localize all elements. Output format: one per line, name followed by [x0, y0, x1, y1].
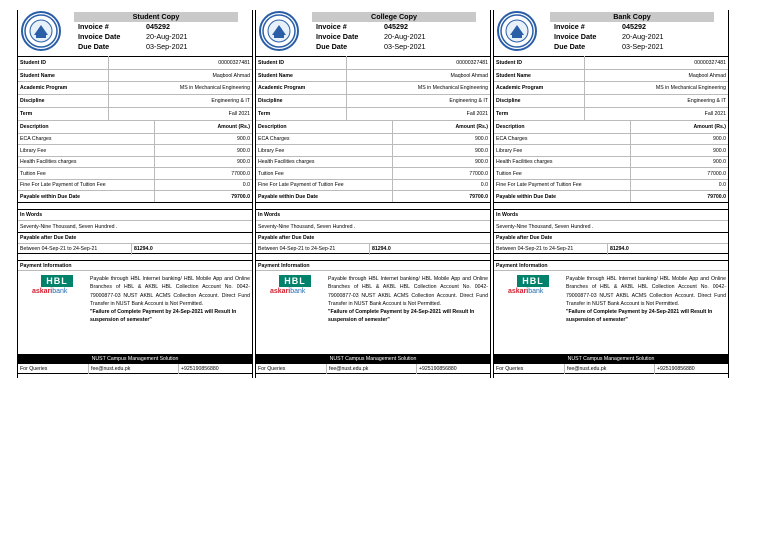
invoice-number-label: Invoice #	[316, 22, 347, 31]
amount-in-words	[18, 209, 252, 254]
invoice-number-row	[554, 22, 646, 32]
fee-amount: 0.0	[630, 179, 728, 191]
invoice-date: 20-Aug-2021	[622, 32, 664, 41]
challan-header	[494, 10, 728, 56]
table-row	[18, 69, 252, 82]
payment-warning: "Failure of Complete Payment by 24-Sep-2021 will Result In suspension of semester"	[328, 309, 475, 324]
student-id-label: Student ID	[494, 57, 584, 70]
after-due-row	[256, 243, 490, 254]
fee-amount: 900.0	[630, 133, 728, 145]
student-info-table	[494, 56, 728, 120]
challan-header	[256, 10, 490, 56]
fee-amount: 77000.0	[392, 168, 490, 180]
fee-description: Health Facilities charges	[256, 156, 392, 168]
table-row	[256, 57, 490, 70]
bank-logos	[508, 275, 558, 295]
due-date: 03-Sep-2021	[622, 42, 664, 51]
due-date: 03-Sep-2021	[146, 42, 188, 51]
in-words-label: In Words	[256, 209, 490, 220]
total-label: Payable within Due Date	[494, 191, 630, 203]
invoice-date: 20-Aug-2021	[146, 32, 188, 41]
amount-header: Amount (Rs.)	[392, 120, 490, 133]
after-due-amount: 81294.0	[131, 244, 153, 255]
table-row	[494, 156, 728, 168]
fee-amount: 77000.0	[630, 168, 728, 180]
student-name-label: Student Name	[256, 69, 346, 82]
program-label: Academic Program	[494, 82, 584, 95]
table-row	[18, 82, 252, 95]
fee-amount: 900.0	[154, 156, 252, 168]
bank-logos	[270, 275, 320, 295]
fee-description: Tuition Fee	[256, 168, 392, 180]
after-due-amount: 81294.0	[369, 244, 391, 255]
queries-phone: +925190856880	[654, 364, 695, 374]
student-id-value: 00000327481	[108, 57, 252, 70]
total-label: Payable within Due Date	[18, 191, 154, 203]
invoice-date-label: Invoice Date	[316, 32, 359, 41]
table-row	[494, 107, 728, 120]
invoice-number: 045292	[146, 22, 170, 31]
footer-system-name: NUST Campus Management Solution	[256, 354, 490, 364]
payment-info-label: Payment Information	[494, 261, 728, 271]
fee-description: Fine For Late Payment of Tuition Fee	[18, 179, 154, 191]
fee-amount: 900.0	[154, 145, 252, 157]
fee-header-row	[494, 120, 728, 133]
nust-logo-icon	[497, 11, 537, 51]
table-row	[18, 95, 252, 108]
due-date-row	[554, 42, 664, 52]
table-row	[18, 156, 252, 168]
fee-description: Fine For Late Payment of Tuition Fee	[494, 179, 630, 191]
table-row	[494, 82, 728, 95]
payment-warning: "Failure of Complete Payment by 24-Sep-2021 will Result In suspension of semester"	[90, 309, 237, 324]
fee-description: ECA Charges	[256, 133, 392, 145]
footer-system-name: NUST Campus Management Solution	[494, 354, 728, 364]
invoice-number: 045292	[384, 22, 408, 31]
queries-email[interactable]: fee@nust.edu.pk	[326, 364, 368, 374]
table-row	[494, 69, 728, 82]
table-row	[494, 57, 728, 70]
after-due-label: Payable after Due Date	[494, 232, 728, 243]
fee-description: Library Fee	[256, 145, 392, 157]
payment-text: Payable through HBL Internet banking/ HBL Mobile App and Online Branches of HBL & AKBL HBL Collection Account No. 0042-79000877-03 NUST AKBL ACMS Collection Account. Direct Fund Transfer in NUST Bank Account is Not Permitted.	[328, 275, 488, 307]
in-words-text: Seventy-Nine Thousand, Seven Hundred .	[18, 220, 252, 232]
invoice-date-label: Invoice Date	[78, 32, 121, 41]
after-due-row	[18, 243, 252, 254]
fee-description: Fine For Late Payment of Tuition Fee	[256, 179, 392, 191]
fee-amount: 900.0	[392, 145, 490, 157]
queries-phone: +925190856880	[178, 364, 219, 374]
total-amount: 79700.0	[154, 191, 252, 203]
payment-info-label: Payment Information	[256, 261, 490, 271]
fee-description: Tuition Fee	[18, 168, 154, 180]
term-label: Term	[494, 107, 584, 120]
amount-header: Amount (Rs.)	[630, 120, 728, 133]
queries-email[interactable]: fee@nust.edu.pk	[88, 364, 130, 374]
queries-label: For Queries	[258, 366, 286, 372]
queries-email[interactable]: fee@nust.edu.pk	[564, 364, 606, 374]
discipline-value: Engineering & IT	[346, 95, 490, 108]
table-row	[18, 179, 252, 191]
discipline-label: Discipline	[256, 95, 346, 108]
payment-body	[494, 271, 728, 351]
fee-amount: 900.0	[392, 156, 490, 168]
discipline-value: Engineering & IT	[584, 95, 728, 108]
payment-instructions	[328, 275, 488, 325]
invoice-number-row	[78, 22, 170, 32]
payment-information	[494, 260, 728, 351]
fee-table	[494, 120, 728, 203]
invoice-number: 045292	[622, 22, 646, 31]
student-id-label: Student ID	[256, 57, 346, 70]
total-amount: 79700.0	[392, 191, 490, 203]
table-row	[494, 168, 728, 180]
payment-instructions	[566, 275, 726, 325]
fee-amount: 0.0	[392, 179, 490, 191]
askari-bank-logo-icon: askaribank	[32, 287, 68, 295]
payment-text: Payable through HBL Internet banking/ HBL Mobile App and Online Branches of HBL & AKBL HBL Collection Account No. 0042-79000877-03 NUST AKBL ACMS Collection Account. Direct Fund Transfer in NUST Bank Account is Not Permitted.	[566, 275, 726, 307]
askari-bank-logo-icon: askaribank	[508, 287, 544, 295]
due-date-label: Due Date	[78, 42, 110, 51]
challan-header	[18, 10, 252, 56]
due-date-label: Due Date	[316, 42, 348, 51]
program-value: MS in Mechanical Engineering	[108, 82, 252, 95]
hbl-logo-icon: HBL	[41, 275, 73, 287]
program-value: MS in Mechanical Engineering	[584, 82, 728, 95]
description-header: Description	[18, 120, 154, 133]
program-value: MS in Mechanical Engineering	[346, 82, 490, 95]
fee-description: Library Fee	[18, 145, 154, 157]
fee-description: Health Facilities charges	[18, 156, 154, 168]
hbl-logo-icon: HBL	[517, 275, 549, 287]
payment-warning: "Failure of Complete Payment by 24-Sep-2021 will Result In suspension of semester"	[566, 309, 713, 324]
fee-amount: 0.0	[154, 179, 252, 191]
due-date-row	[316, 42, 426, 52]
fee-description: Library Fee	[494, 145, 630, 157]
queries-phone: +925190856880	[416, 364, 457, 374]
student-id-value: 00000327481	[346, 57, 490, 70]
description-header: Description	[256, 120, 392, 133]
payment-info-label: Payment Information	[18, 261, 252, 271]
fee-amount: 900.0	[630, 145, 728, 157]
student-id-value: 00000327481	[584, 57, 728, 70]
student-name-label: Student Name	[18, 69, 108, 82]
fee-header-row	[256, 120, 490, 133]
student-id-label: Student ID	[18, 57, 108, 70]
table-row	[256, 156, 490, 168]
invoice-date-row	[316, 32, 426, 42]
fee-table	[256, 120, 490, 203]
table-row	[18, 57, 252, 70]
due-date: 03-Sep-2021	[384, 42, 426, 51]
table-row	[18, 107, 252, 120]
term-value: Fall 2021	[584, 107, 728, 120]
challan-copy-student	[17, 10, 253, 378]
total-label: Payable within Due Date	[256, 191, 392, 203]
after-due-period: Between 04-Sep-21 to 24-Sep-21	[496, 245, 574, 252]
in-words-label: In Words	[18, 209, 252, 220]
table-row	[256, 82, 490, 95]
table-row	[256, 95, 490, 108]
askari-bank-logo-icon: askaribank	[270, 287, 306, 295]
copy-title: Student Copy	[74, 12, 238, 22]
due-date-label: Due Date	[554, 42, 586, 51]
fee-total-row	[256, 191, 490, 203]
term-label: Term	[18, 107, 108, 120]
after-due-label: Payable after Due Date	[256, 232, 490, 243]
student-info-table	[256, 56, 490, 120]
student-name-value: Maqbool Ahmad	[584, 69, 728, 82]
in-words-text: Seventy-Nine Thousand, Seven Hundred .	[256, 220, 490, 232]
fee-description: Tuition Fee	[494, 168, 630, 180]
footer-system-name: NUST Campus Management Solution	[18, 354, 252, 364]
queries-row	[256, 364, 490, 374]
fee-description: Health Facilities charges	[494, 156, 630, 168]
hbl-logo-icon: HBL	[279, 275, 311, 287]
term-value: Fall 2021	[108, 107, 252, 120]
after-due-period: Between 04-Sep-21 to 24-Sep-21	[20, 245, 98, 252]
payment-text: Payable through HBL Internet banking/ HBL Mobile App and Online Branches of HBL & AKBL HBL Collection Account No. 0042-79000877-03 NUST AKBL ACMS Collection Account. Direct Fund Transfer in NUST Bank Account is Not Permitted.	[90, 275, 250, 307]
table-row	[18, 133, 252, 145]
table-row	[256, 168, 490, 180]
fee-amount: 900.0	[392, 133, 490, 145]
queries-row	[18, 364, 252, 374]
table-row	[18, 145, 252, 157]
fee-total-row	[494, 191, 728, 203]
queries-row	[494, 364, 728, 374]
table-row	[256, 107, 490, 120]
nust-logo-icon	[21, 11, 61, 51]
table-row	[256, 69, 490, 82]
table-row	[256, 133, 490, 145]
payment-body	[18, 271, 252, 351]
description-header: Description	[494, 120, 630, 133]
payment-information	[256, 260, 490, 351]
table-row	[256, 179, 490, 191]
table-row	[494, 95, 728, 108]
queries-label: For Queries	[496, 366, 524, 372]
discipline-label: Discipline	[494, 95, 584, 108]
invoice-number-label: Invoice #	[78, 22, 109, 31]
fee-amount: 77000.0	[154, 168, 252, 180]
student-info-table	[18, 56, 252, 120]
fee-amount: 900.0	[154, 133, 252, 145]
invoice-date: 20-Aug-2021	[384, 32, 426, 41]
table-row	[256, 145, 490, 157]
invoice-number-label: Invoice #	[554, 22, 585, 31]
nust-logo-icon	[259, 11, 299, 51]
student-name-label: Student Name	[494, 69, 584, 82]
student-name-value: Maqbool Ahmad	[346, 69, 490, 82]
fee-table	[18, 120, 252, 203]
after-due-label: Payable after Due Date	[18, 232, 252, 243]
payment-information	[18, 260, 252, 351]
after-due-amount: 81294.0	[607, 244, 629, 255]
after-due-period: Between 04-Sep-21 to 24-Sep-21	[258, 245, 336, 252]
amount-in-words	[256, 209, 490, 254]
term-value: Fall 2021	[346, 107, 490, 120]
challan-copy-bank	[493, 10, 729, 378]
payment-body	[256, 271, 490, 351]
queries-label: For Queries	[20, 366, 48, 372]
after-due-row	[494, 243, 728, 254]
fee-header-row	[18, 120, 252, 133]
table-row	[494, 179, 728, 191]
payment-instructions	[90, 275, 250, 325]
program-label: Academic Program	[256, 82, 346, 95]
term-label: Term	[256, 107, 346, 120]
amount-header: Amount (Rs.)	[154, 120, 252, 133]
fee-amount: 900.0	[630, 156, 728, 168]
fee-total-row	[18, 191, 252, 203]
challan-copy-college	[255, 10, 491, 378]
discipline-value: Engineering & IT	[108, 95, 252, 108]
table-row	[494, 145, 728, 157]
program-label: Academic Program	[18, 82, 108, 95]
invoice-date-row	[554, 32, 664, 42]
amount-in-words	[494, 209, 728, 254]
fee-description: ECA Charges	[18, 133, 154, 145]
invoice-date-row	[78, 32, 188, 42]
total-amount: 79700.0	[630, 191, 728, 203]
discipline-label: Discipline	[18, 95, 108, 108]
copy-title: Bank Copy	[550, 12, 714, 22]
in-words-text: Seventy-Nine Thousand, Seven Hundred .	[494, 220, 728, 232]
due-date-row	[78, 42, 188, 52]
copy-title: College Copy	[312, 12, 476, 22]
invoice-date-label: Invoice Date	[554, 32, 597, 41]
in-words-label: In Words	[494, 209, 728, 220]
student-name-value: Maqbool Ahmad	[108, 69, 252, 82]
table-row	[494, 133, 728, 145]
invoice-number-row	[316, 22, 408, 32]
table-row	[18, 168, 252, 180]
fee-description: ECA Charges	[494, 133, 630, 145]
bank-logos	[32, 275, 82, 295]
